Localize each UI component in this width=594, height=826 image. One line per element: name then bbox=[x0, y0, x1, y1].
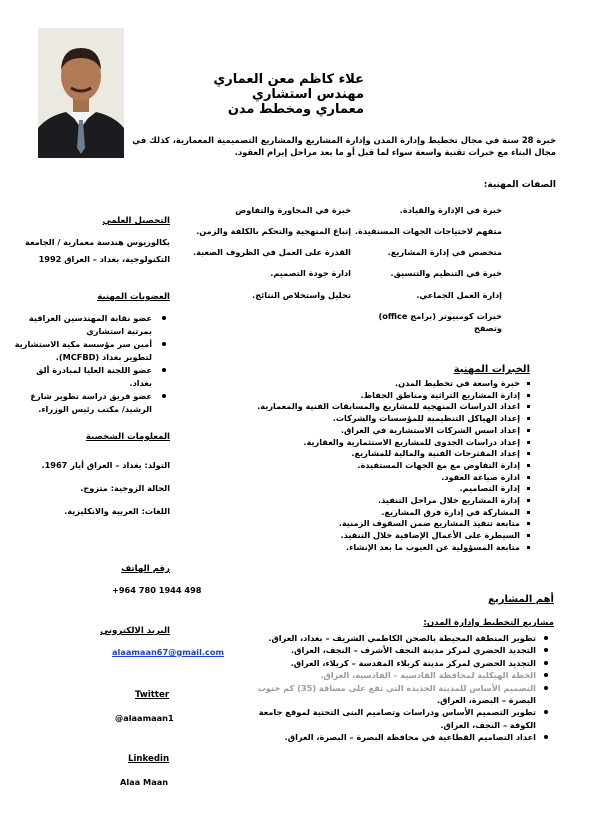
experience-item: المشاركة في إدارة فرق المشاريع. bbox=[257, 507, 530, 519]
project-item bbox=[258, 644, 548, 656]
experience-item: إدارة التفاوض مع مع الجهات المستفيدة. bbox=[257, 460, 530, 472]
quality-item: القدرة على العمل في الظروف الصعبة. bbox=[192, 247, 351, 257]
project-item bbox=[258, 657, 548, 669]
experience-item: إدارة المشاريع خلال مراحل التنفيذ. bbox=[257, 495, 530, 507]
job-title-1: مهندس استشاري bbox=[252, 87, 364, 102]
memberships-list bbox=[14, 312, 166, 416]
projects-list bbox=[258, 632, 548, 744]
project-text: التجديد الحضري لمركز مدينة النجف الأشرف – النجف، العراق. bbox=[291, 645, 536, 656]
quality-item: ادارة جودة التصميم. bbox=[270, 268, 351, 278]
membership-item bbox=[14, 338, 166, 364]
summary-line-1: خبرة 28 سنة في مجال تخطيط وإدارة المدن وإدارة المشاريع والمشاريع التصميمية المعمارية، كذلك في bbox=[132, 135, 556, 145]
membership-line: عضو فريق دراسة تطوير شارع bbox=[30, 391, 152, 401]
experience-item: خبرة واسعة في تخطيط المدن. bbox=[257, 378, 530, 390]
memberships-heading: العضويات المهنية bbox=[97, 292, 170, 302]
education-line-2: التكنولوجية، بغداد – العراق 1992 bbox=[38, 254, 170, 264]
project-item bbox=[258, 669, 548, 681]
summary bbox=[34, 134, 556, 158]
project-text: التصميم الأساس للمدينة الجديدة التي تقع على مسافة (35) كم جنوب bbox=[257, 682, 536, 693]
linkedin-heading: Linkedin bbox=[128, 754, 170, 764]
phone-number: +964 780 1944 498 bbox=[112, 585, 202, 595]
project-item-continuation bbox=[258, 694, 548, 706]
experience-item: متابعة المسؤولية عن العيوب ما بعد الإنشاء. bbox=[257, 542, 530, 554]
quality-item: متفهم لاحتياجات الجهات المستفيدة. bbox=[354, 226, 502, 236]
phone-heading: رقم الهاتف bbox=[121, 564, 170, 574]
membership-item bbox=[26, 364, 166, 390]
experience-item: متابعة تنفيذ المشاريع ضمن السقوف الزمنية. bbox=[257, 518, 530, 530]
twitter-heading: Twitter bbox=[135, 690, 170, 700]
membership-line: عضو نقابة المهندسين العراقية bbox=[28, 313, 152, 323]
experience-item: إعداد المقترحات الفنية والمالية للمشاريع. bbox=[257, 448, 530, 460]
email-link[interactable]: alaamaan67@gmail.com bbox=[112, 647, 225, 657]
project-text: البصرة – البصرة، العراق. bbox=[436, 695, 536, 706]
membership-line: الرشيد/ مكتب رئيس الوزراء. bbox=[38, 404, 152, 414]
experience-list bbox=[257, 378, 530, 554]
marital-status: الحالة الزوجية: متزوج. bbox=[80, 483, 170, 493]
projects-heading: أهم المشاريع bbox=[488, 594, 554, 605]
experience-item: ادارة صياغة العقود. bbox=[257, 472, 530, 484]
twitter-handle[interactable]: @alaamaan1 bbox=[115, 713, 174, 723]
experience-item: إعداد الهياكل التنظيمية للمؤسسات والشركات. bbox=[257, 413, 530, 425]
project-text: التجديد الحضري لمركز مدينة كربلاء المقدسة – كربلاء، العراق. bbox=[290, 657, 536, 668]
quality-item: إتباع المنهجية والتحكم بالكلفة والزمن. bbox=[196, 226, 351, 236]
quality-item: إدارة العمل الجماعي. bbox=[416, 290, 502, 300]
job-title-2: معماري ومخطط مدن bbox=[227, 102, 364, 117]
membership-line: عضو اللجنة العليا لمبادرة ألق bbox=[36, 365, 152, 375]
personal-info bbox=[41, 454, 170, 523]
experience-item: إعداد اسس الشركات الاستشارية في العراق. bbox=[257, 425, 530, 437]
experience-item: السيطرة على الأعمال الإضافية خلال التنفيذ. bbox=[257, 530, 530, 542]
membership-line: بمرتبة استشاري bbox=[86, 326, 152, 336]
quality-item: خبرة في الإدارة والقيادة. bbox=[399, 205, 502, 215]
project-item bbox=[258, 706, 548, 718]
name-block bbox=[213, 72, 364, 117]
membership-line: لتطوير بغداد (MCFBD). bbox=[55, 352, 152, 362]
project-item bbox=[258, 632, 548, 644]
education-text bbox=[20, 236, 170, 266]
quality-item: تحليل واستخلاص النتائج. bbox=[252, 290, 351, 300]
person-name: علاء كاظم معن العماري bbox=[213, 72, 364, 87]
experience-item: إعداد دراسات الجدوى للمشاريع الاستثمارية والعقارية. bbox=[257, 437, 530, 449]
education-line-1: بكالوريوس هندسة معمارية / الجامعة bbox=[24, 237, 170, 247]
experience-heading: الخبرات المهنية bbox=[453, 364, 530, 375]
project-text: الكوفة – النجف، العراق. bbox=[440, 719, 536, 730]
project-item bbox=[258, 682, 548, 694]
personal-heading: المعلومات الشخصية bbox=[85, 432, 170, 442]
experience-item: اعداد الدراسات المنهجية للمشاريع والمسابقات الفنية والمعمارية. bbox=[257, 401, 530, 413]
project-text: اعداد التصاميم القطاعية في محافظة البصرة – البصرة، العراق. bbox=[284, 732, 536, 743]
project-item bbox=[258, 731, 548, 743]
birth-info: التولد: بغداد – العراق أيار 1967. bbox=[41, 460, 170, 470]
quality-item: وتصفح bbox=[473, 323, 502, 333]
projects-subheading: مشاريع التخطيط وإدارة المدن: bbox=[423, 618, 554, 628]
quality-item: متخصص في إدارة المشاريع. bbox=[387, 247, 502, 257]
quality-item: خبرة في التنظيم والتنسيق. bbox=[390, 268, 502, 278]
experience-item: إدارة المشاريع التراثية ومناطق الحفاظ. bbox=[257, 390, 530, 402]
education-heading: التحصيل العلمي bbox=[102, 216, 170, 226]
membership-line: بغداد. bbox=[129, 378, 152, 388]
experience-item: إدارة التصاميم. bbox=[257, 483, 530, 495]
quality-item: خبرات كومبيوتر (برامج office) bbox=[378, 311, 502, 321]
project-item-continuation bbox=[258, 719, 548, 731]
project-text: الخطة الهيكلية لمحافظة القادسية – القادسية، العراق. bbox=[320, 670, 536, 681]
qualities-heading: الصفات المهنية: bbox=[483, 180, 556, 190]
project-text: تطوير التصميم الأساس ودراسات وتصاميم البنى التحتية لموقع جامعة bbox=[258, 707, 536, 718]
linkedin-name[interactable]: Alaa Maan bbox=[120, 777, 169, 787]
project-text: تطوير المنطقة المحيطة بالصحن الكاظمي الشريف – بغداد، العراق. bbox=[268, 633, 536, 643]
membership-item bbox=[26, 390, 166, 416]
summary-line-2: مجال البناء مع خبرات تقنية واسعة سواء لما قبل أو ما بعد مراحل إبرام العقود. bbox=[234, 147, 556, 157]
languages: اللغات: العربية والانكليزية. bbox=[64, 506, 170, 516]
email-heading: البريد الالكتروني bbox=[100, 626, 170, 636]
membership-line: أمين سر مؤسسة مكية الاستشارية bbox=[14, 339, 152, 349]
membership-item bbox=[26, 312, 166, 338]
quality-item: خبرة في المحاورة والتفاوض bbox=[235, 205, 351, 215]
